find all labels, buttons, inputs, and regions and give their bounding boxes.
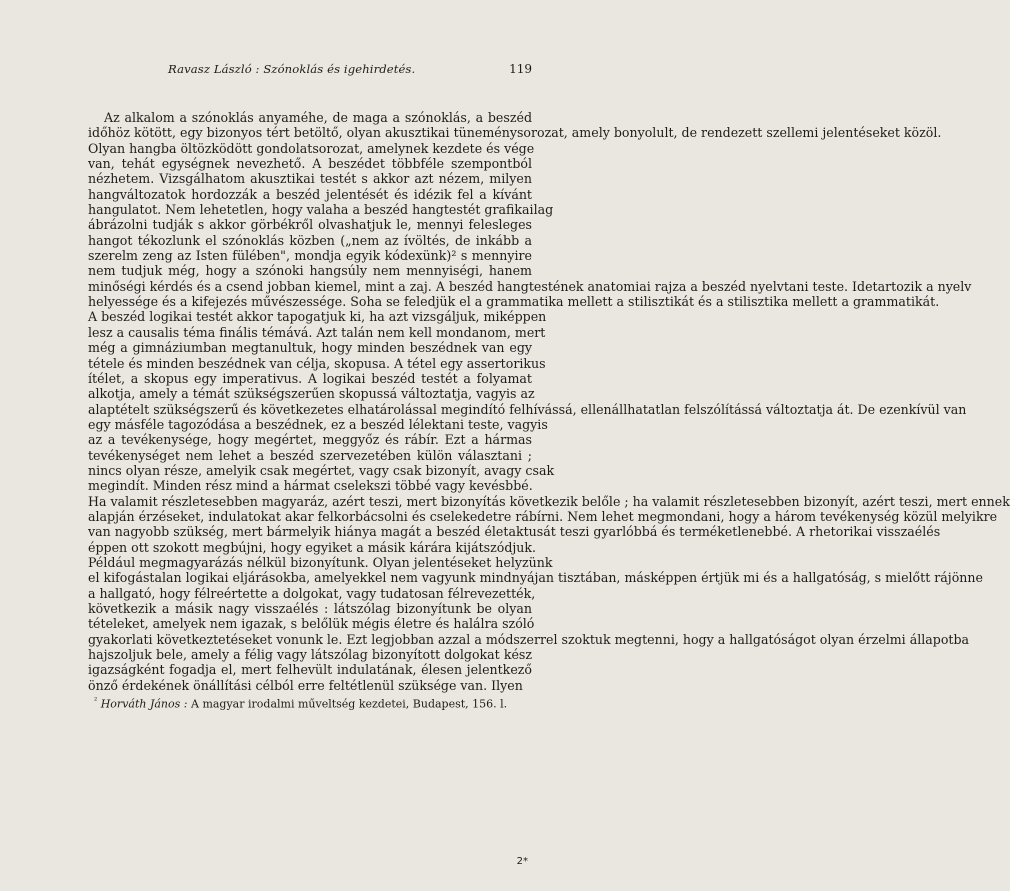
text-line: van nagyobb szükség, mert bármelyik hiánya magát a beszéd életaktusát teszi gyarlóbbá és terméketlenebbé. A rhetorikai visszaélés bbox=[88, 524, 941, 540]
text-line: Olyan hangba öltözködött gondolatsorozat, amelynek kezdete és vége bbox=[88, 140, 535, 156]
text-line: hajszoljuk bele, amely a félig vagy látszólag bizonyított dolgokat kész bbox=[88, 647, 532, 663]
text-line: van, tehát egységnek nevezhető. A beszédet többféle szempontból bbox=[88, 156, 532, 172]
text-line: Például megmagyarázás nélkül bizonyítunk. Olyan jelentéseket helyzünk bbox=[88, 554, 553, 570]
text-line: Ha valamit részletesebben magyaráz, azért teszi, mert bizonyítás következik belőle ; ha valamit részletesebben bizonyít, azért teszi, mert ennek bbox=[88, 493, 1010, 509]
text-line: megindít. Minden rész mind a hármat cselekszi többé vagy kevésbbé. bbox=[88, 478, 533, 494]
text-line: ítélet, a skopus egy imperativus. A logikai beszéd testét a folyamat bbox=[88, 370, 532, 386]
text-line: ábrázolni tudják s akkor görbékről olvashatjuk le, mennyi felesleges bbox=[88, 217, 532, 233]
text-line: lesz a causalis téma finális témává. Azt talán nem kell mondanom, mert bbox=[88, 324, 546, 340]
footnote bbox=[88, 696, 532, 711]
text-line: igazságként fogadja el, mert felhevült indulatának, élesen jelentkező bbox=[88, 662, 532, 678]
text-line: hangulatot. Nem lehetetlen, hogy valaha a beszéd hangtestét grafikailag bbox=[88, 202, 554, 218]
running-head bbox=[88, 56, 532, 76]
text-line: hangváltozatok hordozzák a beszéd jelentését és idézik fel a kívánt bbox=[88, 186, 532, 202]
body-text bbox=[88, 110, 1010, 693]
text-line: szerelm zeng az Isten fülében", mondja egyik kódexünk)² s mennyire bbox=[88, 248, 532, 264]
text-line: alapján érzéseket, indulatokat akar felkorbácsolni és cselekedetre rábírni. Nem lehet megmondani, hogy a három tevékenység közül melyikre bbox=[88, 508, 998, 524]
text-line: egy másféle tagozódása a beszédnek, ez a beszéd lélektani teste, vagyis bbox=[88, 416, 548, 432]
text-line: következik a másik nagy visszaélés : látszólag bizonyítunk be olyan bbox=[88, 601, 532, 616]
page-number: 119 bbox=[509, 62, 532, 76]
text-line: az a tevékenysége, hogy megértet, meggyőz és rábír. Ezt a hármas bbox=[88, 432, 532, 448]
footnote-text: A magyar irodalmi műveltség kezdetei, Budapest, 156. l. bbox=[191, 697, 508, 711]
text-line: el kifogástalan logikai eljárásokba, amelyekkel nem vagyunk mindnyájan tisztában, másképpen értjük mi és a hallgatóság, s mielőtt rájönne bbox=[88, 570, 983, 586]
text-line: alkotja, amely a témát szükségszerűen skopussá változtatja, vagyis az bbox=[88, 386, 535, 402]
text-line: a hallgató, hogy félreértette a dolgokat, vagy tudatosan félrevezették, bbox=[88, 585, 536, 601]
text-line: önző érdekének önállítási célból erre feltétlenül szüksége van. Ilyen bbox=[88, 677, 523, 693]
text-line: nem tudjuk még, hogy a szónoki hangsúly nem mennyiségi, hanem bbox=[88, 263, 532, 279]
text-line: Az alkalom a szónoklás anyaméhe, de maga a szónoklás, a beszéd bbox=[104, 110, 532, 125]
text-line: hangot tékozlunk el szónoklás közben („nem az ívöltés, de inkább a bbox=[88, 232, 532, 248]
text-line: alaptételt szükségszerű és következetes elhatárolással megindító felhívássá, ellenállhatatlan felszólítássá változtatja át. De ezenkívül van bbox=[88, 401, 967, 417]
text-line: tételeket, amelyek nem igazak, s belőlük mégis életre és halálra szóló bbox=[88, 616, 535, 632]
text-line: A beszéd logikai testét akkor tapogatjuk ki, ha azt vizsgáljuk, miképpen bbox=[88, 309, 547, 325]
text-line: időhöz kötött, egy bizonyos tért betöltő, olyan akusztikai tüneménysorozat, amely bonyolult, de rendezett szellemi jelentéseket közöl. bbox=[88, 125, 942, 141]
footnote-author: Horváth János : bbox=[100, 697, 188, 711]
footnote-marker: ² bbox=[94, 696, 98, 706]
text-line: minőségi kérdés és a csend jobban kiemel, mint a zaj. A beszéd hangtestének anatomiai rajza a beszéd nyelvtani teste. Idetartozik a nyelv bbox=[88, 278, 972, 294]
running-title: Ravasz László : Szónoklás és igehirdetés. bbox=[168, 62, 416, 76]
text-line: helyessége és a kifejezés művészessége. Soha se feledjük el a grammatika mellett a stilisztikát és a stilisztika mellett a grammatikát. bbox=[88, 294, 940, 310]
text-line: gyakorlati következtetéseket vonunk le. Ezt legjobban azzal a módszerrel szoktuk megtenni, hogy a hallgatóságot olyan érzelmi állapotba bbox=[88, 631, 970, 647]
signature-mark: 2* bbox=[516, 856, 528, 867]
text-line: éppen ott szokott megbújni, hogy egyiket a másik kárára kijátszódjuk. bbox=[88, 539, 537, 555]
text-line: tevékenységet nem lehet a beszéd szervezetében külön választani ; bbox=[88, 447, 532, 463]
text-line: még a gimnáziumban megtanultuk, hogy minden beszédnek van egy bbox=[88, 340, 532, 356]
text-line: nézhetem. Vizsgálhatom akusztikai testét s akkor azt nézem, milyen bbox=[88, 171, 532, 187]
text-line: tétele és minden beszédnek van célja, skopusa. A tétel egy assertorikus bbox=[88, 355, 546, 371]
text-line: nincs olyan része, amelyik csak megértet, vagy csak bizonyít, avagy csak bbox=[88, 462, 555, 478]
